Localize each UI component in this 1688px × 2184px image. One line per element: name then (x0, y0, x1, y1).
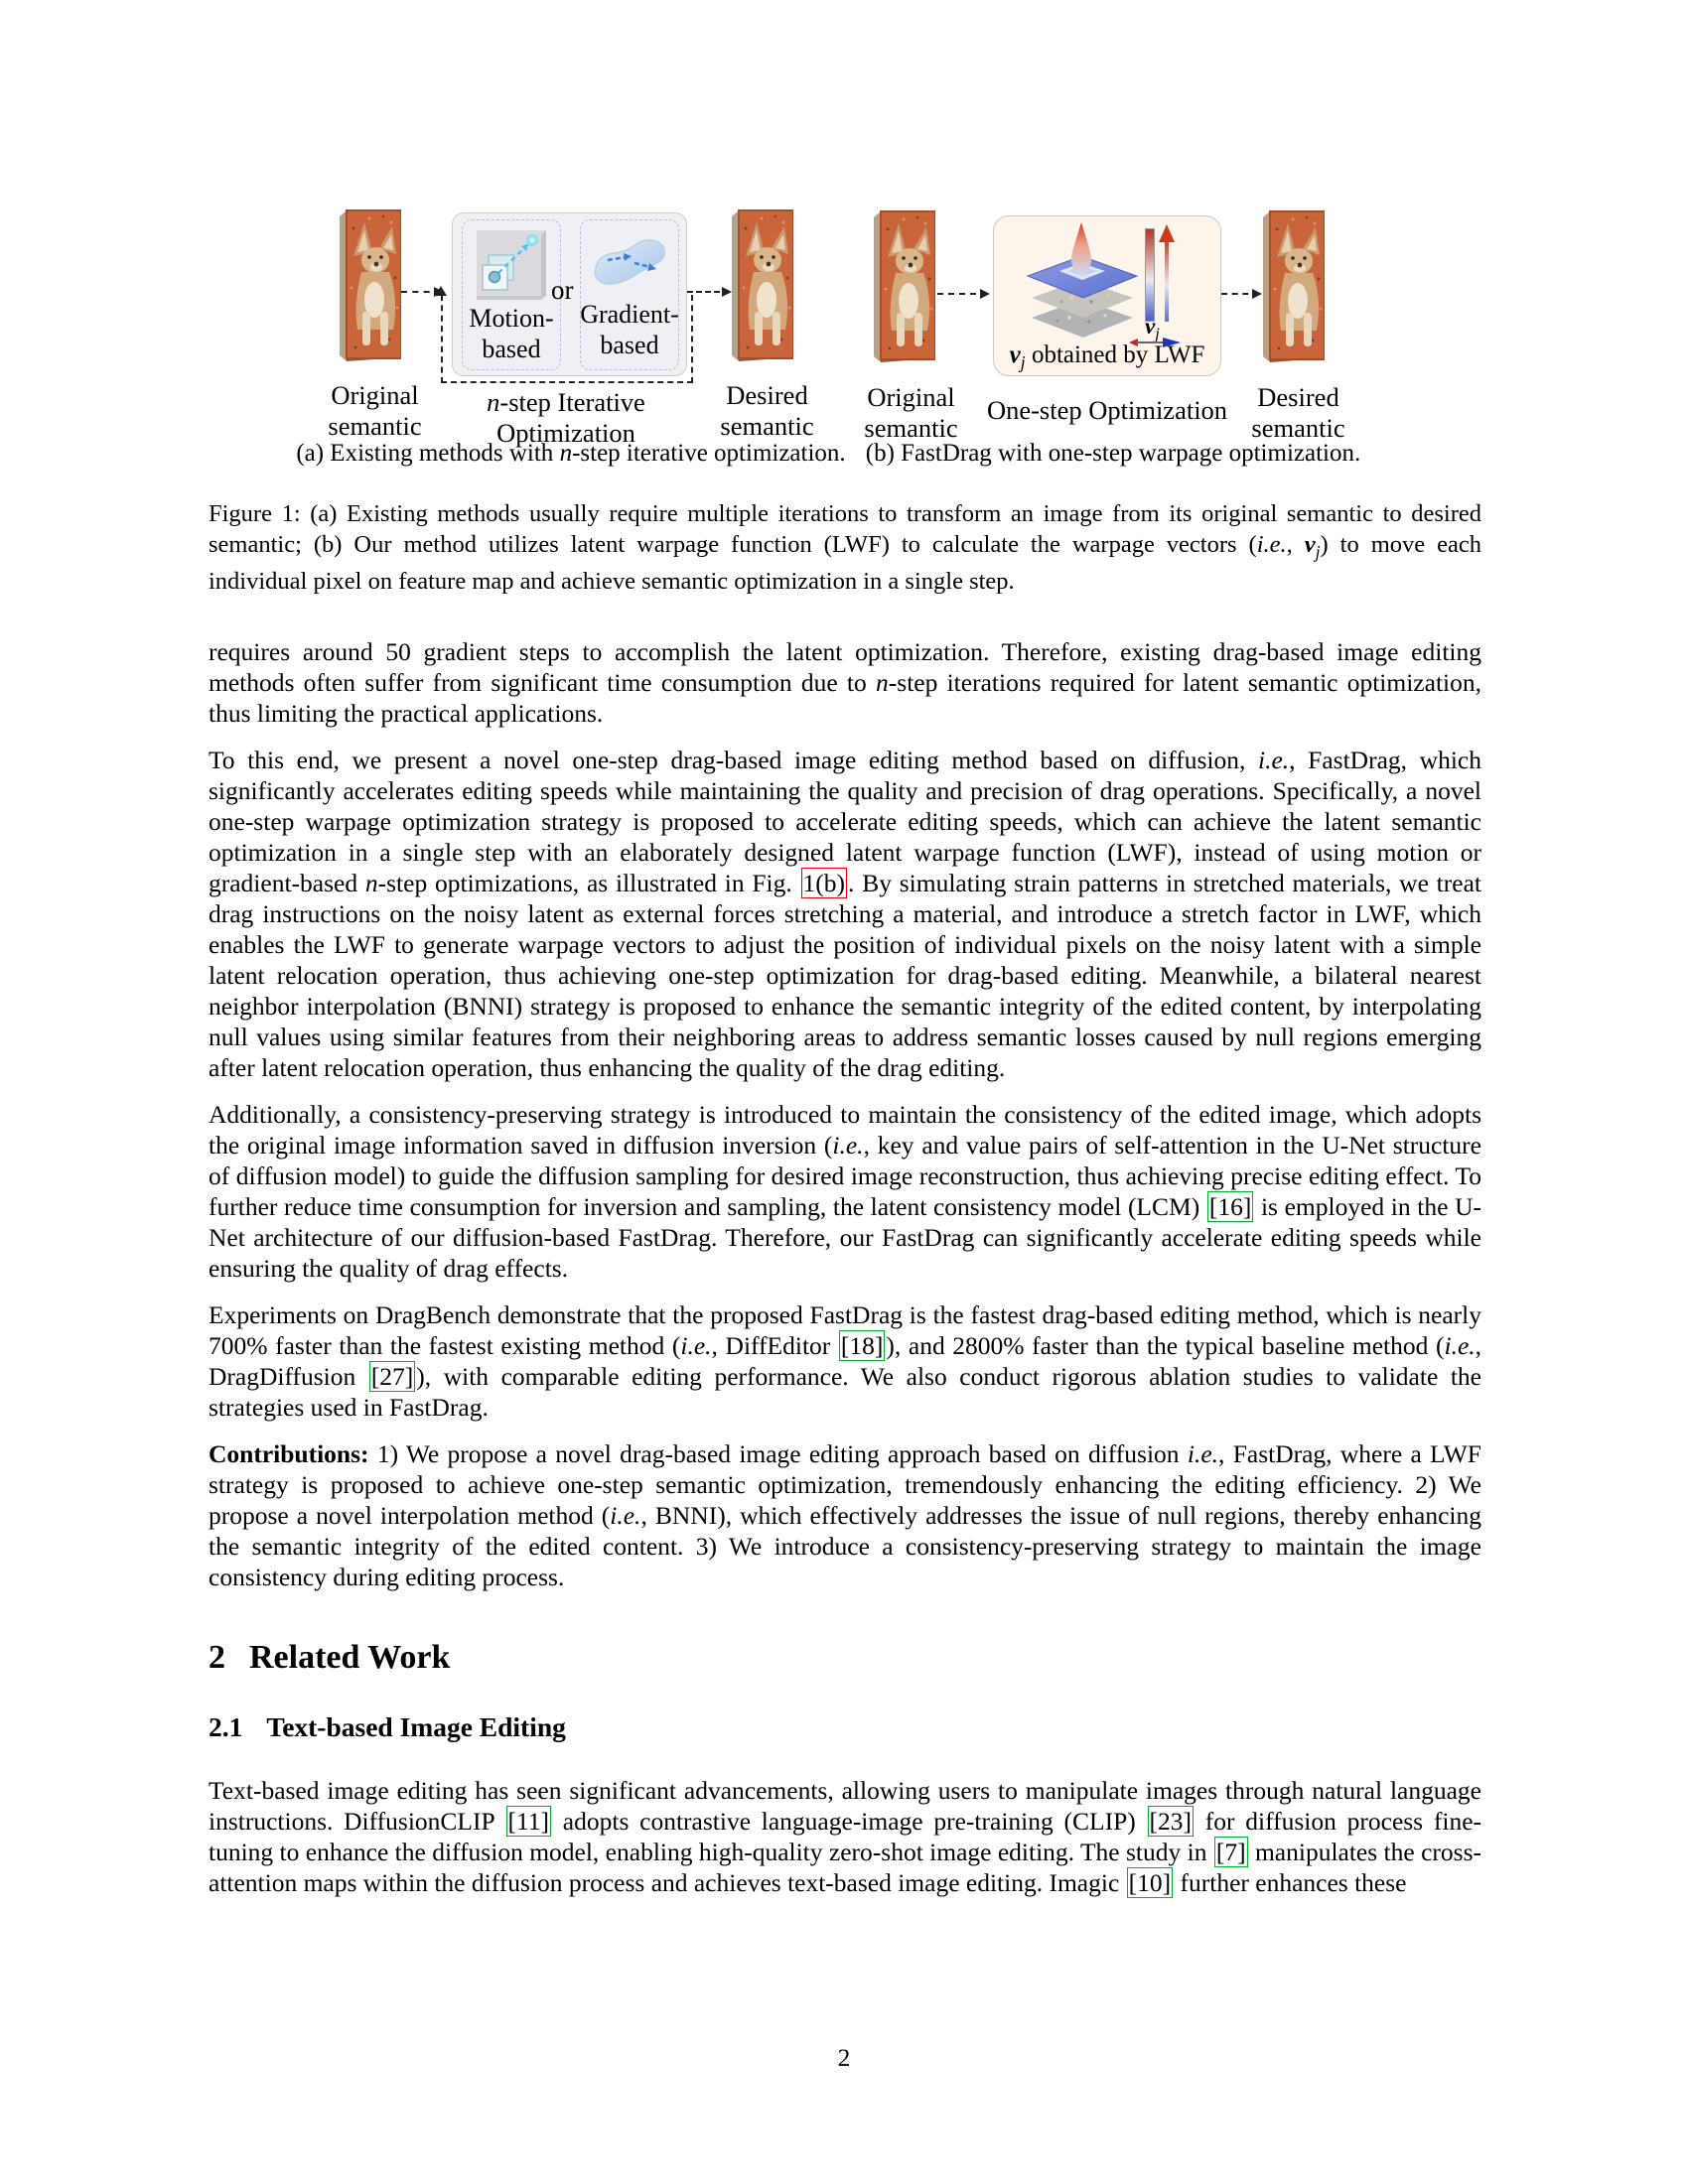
motion-based-icon (474, 227, 549, 303)
section-heading-related-work: 2 Related Work (209, 1639, 451, 1676)
italic-text: n (364, 869, 378, 897)
body-text (209, 636, 1481, 1914)
original-semantic-label-a: Original semantic (328, 380, 422, 441)
original-image-b (874, 209, 935, 362)
vj-symbol: $v_j$ (1009, 341, 1026, 372)
motion-based-box (462, 219, 561, 370)
italic-text: n (876, 668, 889, 697)
citation-link[interactable]: [11] (507, 1807, 550, 1836)
lwf-stack-icon (1020, 218, 1143, 343)
nstep-iterative-label: n-step Iterative Optimization (487, 387, 645, 448)
italic-text: i.e. (1258, 746, 1290, 774)
citation-link[interactable]: [16] (1208, 1192, 1252, 1221)
italic-text: i.e. (1187, 1439, 1219, 1468)
vj-symbol: $v_j$ (1145, 314, 1160, 343)
subcaption-b: (b) FastDrag with one-step warpage optimization. (865, 440, 1361, 467)
motion-based-label-line2: based (482, 335, 541, 363)
paragraph: Text-based image editing has seen significant advancements, allowing users to manipulate images through natural language instructions. DiffusionCLIP [11] adopts contrastive language-image pre-training (CLIP) [23] for diffusion process fine-tuning to enhance the diffusion model, enabling high-quality zero-shot image editing. The study in [7] manipulates the cross-attention maps within the diffusion process and achieves text-based image editing. Imagic [10] further enhances these (209, 1776, 1482, 1897)
original-semantic-label-b: Original semantic (864, 382, 958, 443)
warpage-arrow-icon (1158, 224, 1176, 324)
paragraph: Contributions: 1) We propose a novel drag-based image editing approach based on diffusion i.e., FastDrag, where a LWF strategy is proposed to achieve one-step semantic optimization, tremendously enhancing the editing efficiency. 2) We propose a novel interpolation method (i.e., BNNI), which effectively addresses the issue of null regions, thereby enhancing the semantic integrity of the edited content. 3) We introduce a consistency-preserving strategy to maintain the image consistency during editing process. (209, 1439, 1481, 1591)
gradient-based-label-line1: Gradient- (580, 300, 679, 329)
gradient-based-icon (588, 227, 671, 299)
subcaption-a: (a) Existing methods with n-step iterative optimization. (296, 440, 846, 467)
desired-semantic-label-b: Desired semantic (1251, 382, 1345, 443)
lwf-box (993, 215, 1221, 376)
dashed-arrow-icon (937, 293, 987, 295)
dashed-arrow-icon (1221, 293, 1259, 295)
italic-text: i.e. (610, 1501, 641, 1530)
desired-image-a (732, 208, 793, 361)
figure-caption: Figure 1: (a) Existing methods usually require multiple iterations to transform an image from its original semantic to desired semantic; (b) Our method utilizes latent warpage function (LWF) to calculate the warpage vectors (i.e., $v_j$) to move each individual pixel on feature map and achieve semantic optimization in a single step. (209, 500, 1481, 595)
paragraph: Experiments on DragBench demonstrate that the proposed FastDrag is the fastest drag-based editing method, which is nearly 700% faster than the fastest existing method (i.e., DiffEditor [18] ), and 2800% faster than the typical baseline method (i.e., DragDiffusion [27] ), with comparable editing performance. We also conduct rigorous ablation studies to validate the strategies used in FastDrag. (209, 1300, 1482, 1422)
vj-symbol: $v_j$ (1304, 530, 1321, 562)
nstep-optimization-box (452, 212, 687, 376)
or-label: or (551, 275, 574, 305)
gradient-based-box (580, 219, 679, 370)
italic-text: i.e. (680, 1331, 712, 1360)
paragraph: To this end, we present a novel one-step drag-based image editing method based on diffusion, i.e., FastDrag, which significantly accelerates editing speeds while maintaining the quality and precision of drag operations. Specifically, a novel one-step warpage optimization strategy is proposed to accelerate editing speeds, which can achieve the latent semantic optimization in a single step with an elaborately designed latent warpage function (LWF), instead of using motion or gradient-based n-step optimizations, as illustrated in Fig. 1(b) . By simulating strain patterns in stretched materials, we treat drag instructions on the noisy latent as external forces stretching a material, and introduce a stretch factor in LWF, which enables the LWF to generate warpage vectors to adjust the position of individual pixels on the noisy latent with a simple latent relocation operation, thus achieving one-step optimization for drag-based editing. Meanwhile, a bilateral nearest neighbor interpolation (BNNI) strategy is proposed to enhance the semantic integrity of the edited content, by interpolating null values using similar features from their neighboring areas to address semantic losses caused by null regions emerging after latent relocation operation, thus enhancing the quality of the drag editing. (209, 746, 1481, 1082)
motion-based-label-line1: Motion- (469, 304, 554, 333)
colorbar-icon (1145, 228, 1155, 322)
citation-link[interactable]: [18] (840, 1331, 884, 1360)
figure-1 (0, 139, 1688, 481)
citation-link[interactable]: [10] (1128, 1868, 1172, 1897)
paragraph: Additionally, a consistency-preserving strategy is introduced to maintain the consistency of the edited image, which adopts the original image information saved in diffusion inversion (i.e., key and value pairs of self-attention in the U-Net structure of diffusion model) to guide the diffusion sampling for desired image reconstruction, thus achieving precise editing effect. To further reduce time consumption for inversion and sampling, the latent consistency model (LCM) [16] is employed in the U-Net architecture of our diffusion-based FastDrag. Therefore, our FastDrag can significantly accelerate editing speeds while ensuring the quality of drag effects. (209, 1100, 1481, 1283)
desired-image-b (1263, 209, 1325, 362)
citation-link[interactable]: [23] (1149, 1807, 1192, 1836)
italic-text: n (559, 440, 573, 467)
italic-text: i.e. (1256, 530, 1287, 558)
desired-semantic-label-a: Desired semantic (720, 380, 814, 441)
dashed-arrow-icon (687, 291, 729, 293)
page-number: 2 (837, 2043, 851, 2072)
loop-up-arrow-icon (435, 286, 447, 296)
citation-link[interactable]: [27] (370, 1362, 414, 1391)
bold-text: Contributions: (209, 1439, 369, 1468)
gradient-based-label-line2: based (600, 331, 659, 359)
italic-text: n (487, 387, 500, 417)
italic-text: i.e. (1444, 1331, 1476, 1360)
one-step-optimization-label: One-step Optimization (986, 395, 1228, 425)
italic-text: i.e. (832, 1131, 864, 1160)
subsection-heading-text-based-image-editing: 2.1 Text-based Image Editing (209, 1711, 566, 1742)
paragraph: requires around 50 gradient steps to accomplish the latent optimization. Therefore, existing drag-based image editing methods often suffer from significant time consumption due to n-step iterations required for latent semantic optimization, thus limiting the practical applications. (209, 637, 1481, 728)
lwf-caption: $v_j$ obtained by LWF (1009, 341, 1205, 372)
original-image-a (340, 208, 401, 361)
figure-ref-link[interactable]: 1(b) (802, 869, 846, 897)
citation-link[interactable]: [7] (1215, 1838, 1246, 1866)
